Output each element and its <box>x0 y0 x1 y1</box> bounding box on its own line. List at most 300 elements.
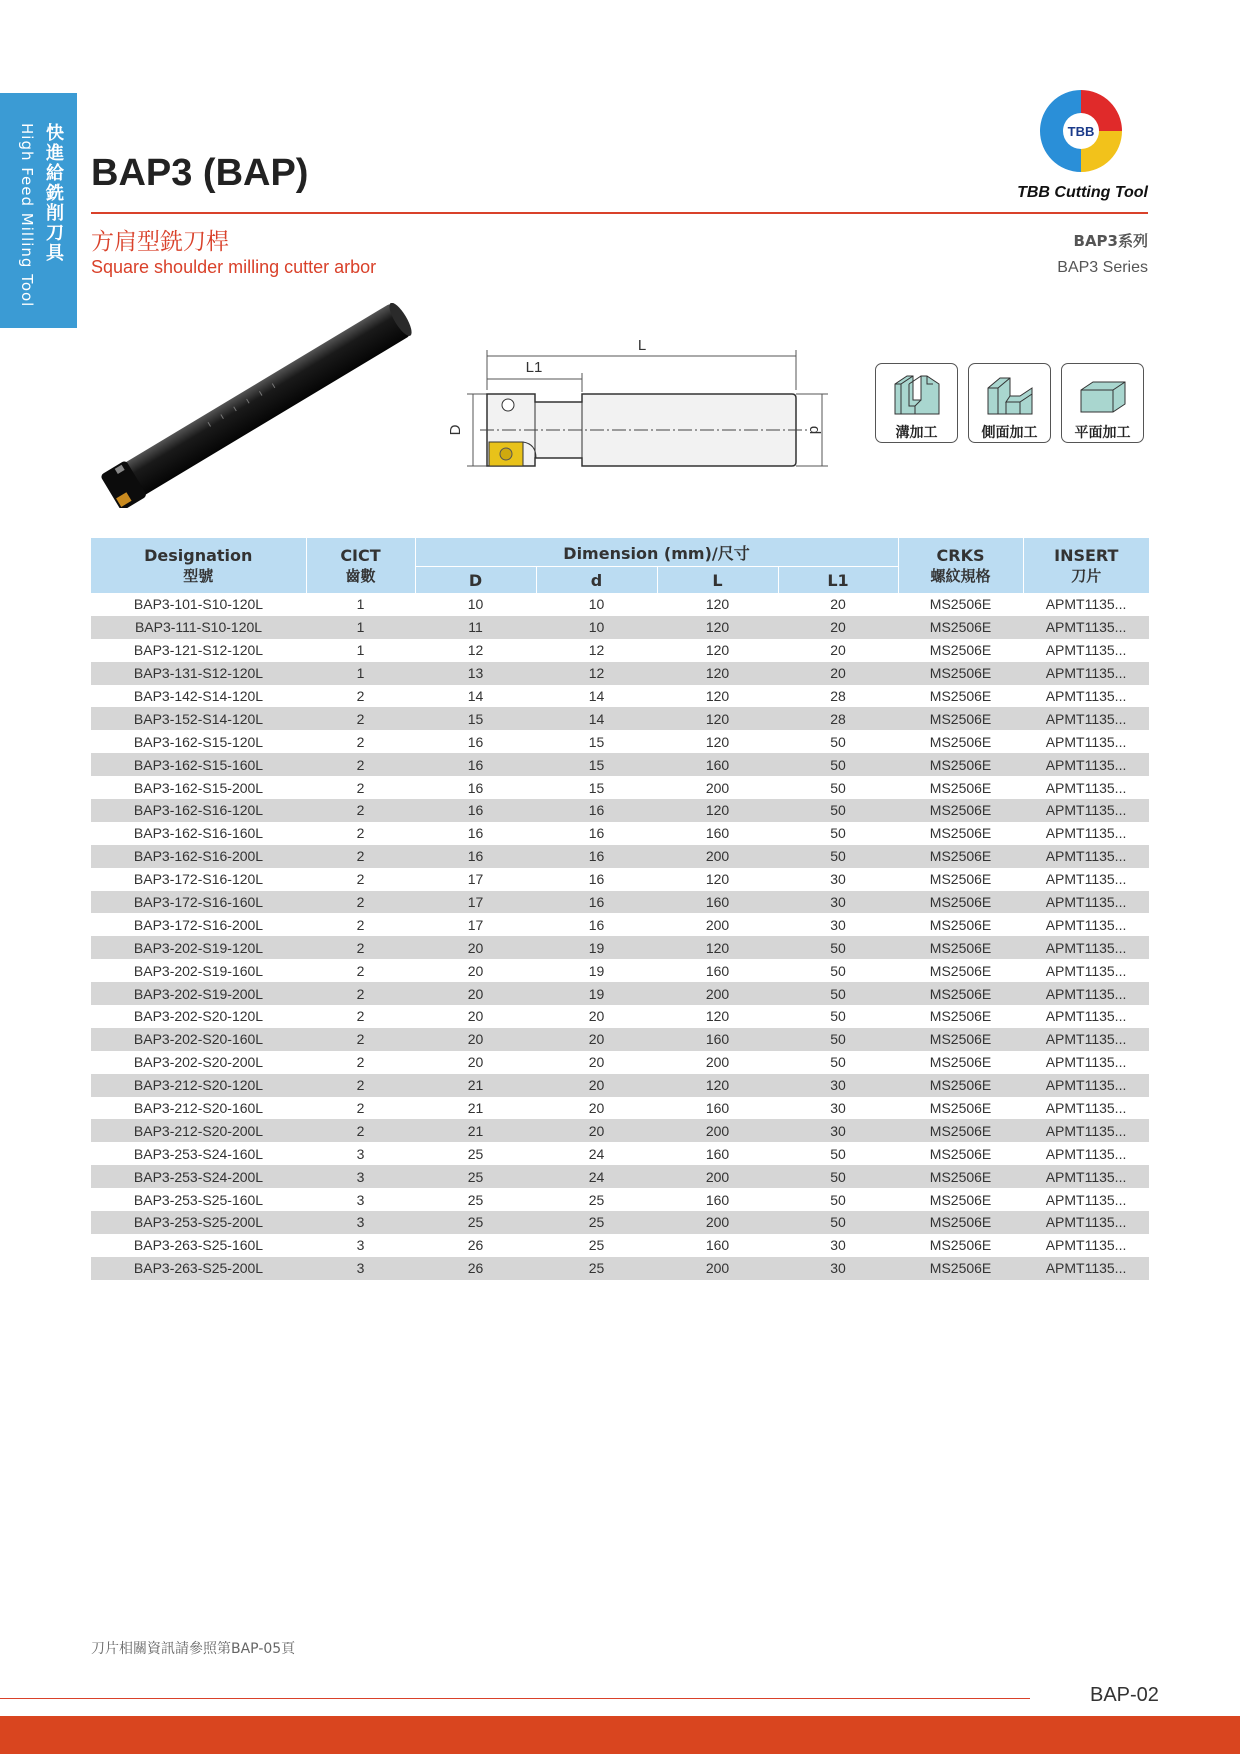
table-row <box>91 776 1149 799</box>
table-cell: 2 <box>306 1119 415 1142</box>
side-machining-icon <box>984 370 1036 420</box>
table-cell: BAP3-253-S25-160L <box>133 1191 264 1208</box>
table-cell: 28 <box>830 688 846 704</box>
header-L: L <box>657 567 778 594</box>
table-cell: BAP3-152-S14-120L <box>91 707 306 730</box>
table-cell: 16 <box>415 753 536 776</box>
table-row <box>91 707 1149 730</box>
table-row <box>91 1051 1149 1074</box>
table-cell: 10 <box>588 596 605 613</box>
header-dimension: Dimension (mm)/尺寸 <box>415 538 898 567</box>
table-cell: 120 <box>705 1008 730 1025</box>
table-row <box>91 1257 1149 1280</box>
table-cell: 50 <box>778 936 898 959</box>
table-cell: 30 <box>830 1237 846 1254</box>
table-cell: APMT1135... <box>1023 753 1149 776</box>
operation-slot-label: 溝加工 <box>895 425 938 441</box>
table-cell: 50 <box>830 733 846 750</box>
table-cell: 20 <box>415 982 536 1005</box>
operation-side <box>968 363 1051 443</box>
table-cell: 16 <box>588 825 605 842</box>
table-cell: MS2506E <box>898 1257 1023 1280</box>
table-cell: 120 <box>705 642 730 659</box>
table-cell: 2 <box>356 1008 365 1025</box>
table-cell: 11 <box>415 616 536 639</box>
table-cell: 20 <box>467 1054 484 1071</box>
table-row <box>91 959 1149 982</box>
table-cell: 2 <box>306 936 415 959</box>
table-cell: BAP3-202-S20-160L <box>91 1028 306 1051</box>
table-cell: 120 <box>705 688 730 704</box>
table-row <box>91 1119 1149 1142</box>
table-cell: 160 <box>705 1145 730 1162</box>
table-cell: 10 <box>536 616 657 639</box>
subtitle-zh: 方肩型銑刀桿 <box>91 229 229 255</box>
table-row <box>91 685 1149 708</box>
table-row <box>91 982 1149 1005</box>
table-cell: 50 <box>778 845 898 868</box>
table-cell: 25 <box>588 1191 605 1208</box>
table-cell: 12 <box>467 642 484 659</box>
table-cell: 200 <box>657 1257 778 1280</box>
table-cell: APMT1135... <box>1023 1257 1149 1280</box>
table-cell: 25 <box>536 1257 657 1280</box>
side-section-tab <box>0 93 77 328</box>
table-cell: 2 <box>306 845 415 868</box>
spec-table <box>91 538 1149 1280</box>
table-cell: APMT1135... <box>1045 825 1127 842</box>
table-cell: 19 <box>536 982 657 1005</box>
table-cell: BAP3-162-S16-160L <box>133 825 264 842</box>
table-cell: 200 <box>705 1054 730 1071</box>
operation-icons <box>875 363 1144 443</box>
table-cell: APMT1135... <box>1045 916 1127 933</box>
table-cell: 26 <box>415 1257 536 1280</box>
logo-caption: TBB Cutting Tool <box>1017 184 1148 201</box>
table-cell: 20 <box>536 1074 657 1097</box>
table-cell: MS2506E <box>929 1054 992 1071</box>
table-cell: MS2506E <box>898 707 1023 730</box>
table-cell: 25 <box>415 1165 536 1188</box>
table-cell: APMT1135... <box>1023 1165 1149 1188</box>
table-cell: MS2506E <box>929 1237 992 1254</box>
table-cell: BAP3-162-S16-120L <box>91 799 306 822</box>
page-number: BAP-02 <box>1090 1684 1159 1706</box>
table-cell: 2 <box>356 733 365 750</box>
table-cell: BAP3-202-S19-120L <box>91 936 306 959</box>
table-cell: MS2506E <box>898 845 1023 868</box>
table-row <box>91 1234 1149 1257</box>
table-cell: 200 <box>657 1119 778 1142</box>
table-cell: BAP3-253-S25-200L <box>91 1211 306 1234</box>
table-cell: APMT1135... <box>1023 936 1149 959</box>
table-cell: 20 <box>467 962 484 979</box>
table-cell: 2 <box>306 1028 415 1051</box>
dim-label-D: D <box>447 424 464 436</box>
table-cell: 2 <box>356 688 365 704</box>
series-en: BAP3 Series <box>1057 259 1148 276</box>
table-cell: 2 <box>356 1054 365 1071</box>
table-cell: 50 <box>778 982 898 1005</box>
table-cell: MS2506E <box>929 779 992 796</box>
table-cell: 19 <box>588 962 605 979</box>
table-cell: 3 <box>356 1145 365 1162</box>
table-cell: 160 <box>705 825 730 842</box>
table-cell: BAP3-162-S15-160L <box>91 753 306 776</box>
table-cell: 20 <box>467 1008 484 1025</box>
table-cell: 16 <box>467 825 484 842</box>
table-cell: APMT1135... <box>1045 1145 1127 1162</box>
table-cell: BAP3-253-S24-200L <box>91 1165 306 1188</box>
table-cell: 200 <box>657 1165 778 1188</box>
table-cell: 20 <box>588 1054 605 1071</box>
table-cell: MS2506E <box>929 688 992 704</box>
table-cell: APMT1135... <box>1045 871 1127 888</box>
table-row <box>91 845 1149 868</box>
table-cell: 17 <box>467 916 484 933</box>
table-cell: 2 <box>306 891 415 914</box>
table-cell: 160 <box>705 1100 730 1117</box>
table-cell: 21 <box>415 1119 536 1142</box>
table-cell: 200 <box>705 779 730 796</box>
table-cell: APMT1135... <box>1045 1100 1127 1117</box>
table-cell: 50 <box>778 799 898 822</box>
table-cell: 2 <box>306 799 415 822</box>
table-cell: 25 <box>467 1145 484 1162</box>
table-cell: BAP3-202-S20-200L <box>133 1054 264 1071</box>
footnote: 刀片相關資訊請參照第BAP-05頁 <box>91 1641 296 1657</box>
table-cell: 2 <box>356 779 365 796</box>
table-cell: BAP3-162-S15-200L <box>133 779 264 796</box>
table-cell: 15 <box>588 733 605 750</box>
table-cell: MS2506E <box>929 825 992 842</box>
header-divider <box>91 212 1148 214</box>
table-cell: APMT1135... <box>1045 733 1127 750</box>
table-cell: APMT1135... <box>1023 1119 1149 1142</box>
table-cell: APMT1135... <box>1045 1008 1127 1025</box>
table-cell: 14 <box>588 688 605 704</box>
table-cell: 24 <box>536 1165 657 1188</box>
table-row <box>91 1074 1149 1097</box>
table-row <box>91 868 1149 891</box>
table-cell: 2 <box>356 962 365 979</box>
table-row <box>91 913 1149 936</box>
table-row <box>91 891 1149 914</box>
tbb-logo <box>1036 86 1126 176</box>
table-cell: 50 <box>830 1008 846 1025</box>
table-row <box>91 662 1149 685</box>
table-cell: 3 <box>306 1257 415 1280</box>
side-tab-zh: 快進給銑削刀具 <box>43 123 64 263</box>
page-title: BAP3 (BAP) <box>91 152 309 194</box>
table-cell: 120 <box>705 871 730 888</box>
table-cell: 3 <box>306 1165 415 1188</box>
table-row <box>91 1211 1149 1234</box>
table-cell: BAP3-202-S19-160L <box>133 962 264 979</box>
table-cell: APMT1135... <box>1023 707 1149 730</box>
table-cell: 17 <box>415 891 536 914</box>
table-cell: 160 <box>705 962 730 979</box>
table-cell: BAP3-253-S24-160L <box>133 1145 264 1162</box>
table-cell: 20 <box>415 936 536 959</box>
table-cell: 21 <box>467 1100 484 1117</box>
table-cell: MS2506E <box>929 916 992 933</box>
table-cell: MS2506E <box>929 962 992 979</box>
table-cell: 30 <box>778 1257 898 1280</box>
table-cell: 160 <box>657 891 778 914</box>
table-cell: 25 <box>536 1211 657 1234</box>
table-cell: 120 <box>657 1074 778 1097</box>
dim-label-d: d <box>806 425 823 435</box>
table-cell: 3 <box>356 1191 365 1208</box>
table-row <box>91 1028 1149 1051</box>
table-cell: BAP3-212-S20-200L <box>91 1119 306 1142</box>
dim-label-L1: L1 <box>525 359 543 376</box>
table-cell: 120 <box>657 707 778 730</box>
table-cell: APMT1135... <box>1045 1054 1127 1071</box>
table-cell: 2 <box>356 1100 365 1117</box>
table-cell: 2 <box>306 753 415 776</box>
table-cell: 120 <box>705 733 730 750</box>
table-cell: 15 <box>536 753 657 776</box>
table-cell: 50 <box>830 825 846 842</box>
logo-text: TBB <box>1067 124 1095 139</box>
header-crks: CRKS 螺紋規格 <box>898 538 1023 593</box>
footer-bar <box>0 1716 1240 1754</box>
dim-label-L: L <box>637 337 647 354</box>
table-cell: BAP3-212-S20-120L <box>91 1074 306 1097</box>
table-cell: MS2506E <box>898 1119 1023 1142</box>
table-cell: 50 <box>778 1028 898 1051</box>
tool-product-image <box>96 303 416 508</box>
header-insert: INSERT 刀片 <box>1023 538 1149 593</box>
table-cell: 160 <box>657 1028 778 1051</box>
table-cell: 13 <box>415 662 536 685</box>
table-cell: APMT1135... <box>1023 1211 1149 1234</box>
table-row <box>91 1142 1149 1165</box>
table-cell: 20 <box>588 1008 605 1025</box>
table-cell: 1 <box>306 662 415 685</box>
table-cell: MS2506E <box>898 799 1023 822</box>
spec-table-body <box>91 593 1149 1280</box>
table-cell: MS2506E <box>929 642 992 659</box>
table-cell: 20 <box>778 616 898 639</box>
table-cell: 16 <box>415 799 536 822</box>
table-cell: 16 <box>588 916 605 933</box>
table-row <box>91 593 1149 616</box>
table-cell: 50 <box>830 1145 846 1162</box>
table-cell: 160 <box>657 753 778 776</box>
footer-divider <box>0 1698 1030 1699</box>
table-cell: 17 <box>467 871 484 888</box>
table-cell: 120 <box>657 936 778 959</box>
table-cell: BAP3-202-S20-120L <box>133 1008 264 1025</box>
table-cell: 25 <box>415 1211 536 1234</box>
table-cell: BAP3-142-S14-120L <box>133 688 264 704</box>
table-cell: BAP3-263-S25-160L <box>133 1237 264 1254</box>
operation-slot <box>875 363 958 443</box>
table-cell: 30 <box>778 1119 898 1142</box>
table-cell: 2 <box>356 916 365 933</box>
slot-machining-icon <box>891 370 943 420</box>
table-cell: BAP3-162-S16-200L <box>91 845 306 868</box>
table-cell: 30 <box>830 871 846 888</box>
table-cell: MS2506E <box>929 596 992 613</box>
table-cell: MS2506E <box>898 1211 1023 1234</box>
table-row <box>91 616 1149 639</box>
table-cell: BAP3-263-S25-200L <box>91 1257 306 1280</box>
table-cell: APMT1135... <box>1045 779 1127 796</box>
table-cell: APMT1135... <box>1045 596 1127 613</box>
table-row <box>91 1005 1149 1028</box>
header-D: D <box>415 567 536 594</box>
table-cell: APMT1135... <box>1023 1074 1149 1097</box>
table-cell: MS2506E <box>898 753 1023 776</box>
table-cell: BAP3-101-S10-120L <box>133 596 264 613</box>
table-cell: 160 <box>705 1191 730 1208</box>
table-cell: 50 <box>830 779 846 796</box>
table-cell: 20 <box>536 1119 657 1142</box>
table-cell: APMT1135... <box>1023 662 1149 685</box>
table-cell: 200 <box>705 916 730 933</box>
table-cell: MS2506E <box>898 1074 1023 1097</box>
table-cell: 16 <box>536 845 657 868</box>
table-cell: MS2506E <box>898 982 1023 1005</box>
table-cell: APMT1135... <box>1045 962 1127 979</box>
header-d: d <box>536 567 657 594</box>
table-cell: BAP3-172-S16-120L <box>133 871 264 888</box>
table-row <box>91 730 1149 753</box>
subtitle-en: Square shoulder milling cutter arbor <box>91 257 377 277</box>
table-cell: 25 <box>588 1237 605 1254</box>
table-cell: BAP3-162-S15-120L <box>133 733 264 750</box>
table-cell: MS2506E <box>898 616 1023 639</box>
table-cell: 50 <box>778 1211 898 1234</box>
table-cell: 12 <box>588 642 605 659</box>
table-cell: 1 <box>356 642 365 659</box>
table-cell: 30 <box>830 916 846 933</box>
table-cell: 50 <box>778 753 898 776</box>
table-cell: 16 <box>536 799 657 822</box>
table-cell: 16 <box>536 891 657 914</box>
table-row <box>91 936 1149 959</box>
operation-face <box>1061 363 1144 443</box>
header-L1: L1 <box>778 567 898 594</box>
table-cell: 50 <box>778 1165 898 1188</box>
table-cell: 14 <box>467 688 484 704</box>
table-cell: MS2506E <box>898 1028 1023 1051</box>
table-cell: 21 <box>415 1074 536 1097</box>
table-cell: 2 <box>356 871 365 888</box>
table-row <box>91 799 1149 822</box>
face-machining-icon <box>1077 370 1129 420</box>
table-row <box>91 822 1149 845</box>
table-cell: 200 <box>657 982 778 1005</box>
table-cell: MS2506E <box>929 1145 992 1162</box>
table-cell: 120 <box>657 616 778 639</box>
side-tab-en: High Feed Milling Tool <box>18 123 36 308</box>
table-cell: MS2506E <box>898 936 1023 959</box>
header-designation: Designation 型號 <box>91 538 306 593</box>
table-cell: 50 <box>830 1191 846 1208</box>
table-cell: APMT1135... <box>1045 642 1127 659</box>
table-cell: 120 <box>657 662 778 685</box>
table-cell: 3 <box>306 1211 415 1234</box>
table-cell: 28 <box>778 707 898 730</box>
table-cell: 1 <box>356 596 365 613</box>
table-row <box>91 753 1149 776</box>
table-cell: 3 <box>356 1237 365 1254</box>
table-cell: 50 <box>830 1054 846 1071</box>
table-cell: 16 <box>467 779 484 796</box>
table-cell: APMT1135... <box>1023 891 1149 914</box>
tool-dimension-schematic <box>440 332 835 474</box>
table-cell: 16 <box>467 733 484 750</box>
table-row <box>91 1165 1149 1188</box>
table-cell: APMT1135... <box>1023 845 1149 868</box>
operation-side-label: 側面加工 <box>981 425 1038 441</box>
table-cell: 200 <box>657 1211 778 1234</box>
table-cell: MS2506E <box>929 1191 992 1208</box>
table-cell: APMT1135... <box>1023 616 1149 639</box>
table-row <box>91 1097 1149 1120</box>
table-cell: 20 <box>830 596 846 613</box>
table-cell: 15 <box>415 707 536 730</box>
header-cict: CICT 齒數 <box>306 538 415 593</box>
table-cell: 19 <box>536 936 657 959</box>
table-cell: BAP3-172-S16-160L <box>91 891 306 914</box>
table-cell: MS2506E <box>929 733 992 750</box>
table-cell: BAP3-111-S10-120L <box>91 616 306 639</box>
table-cell: APMT1135... <box>1045 1191 1127 1208</box>
operation-face-label: 平面加工 <box>1074 425 1131 441</box>
table-cell: BAP3-212-S20-160L <box>133 1100 264 1117</box>
series-zh: BAP3系列 <box>1073 232 1148 250</box>
table-cell: 30 <box>778 1074 898 1097</box>
table-cell: 2 <box>306 707 415 730</box>
table-cell: 30 <box>778 891 898 914</box>
table-cell: 120 <box>657 799 778 822</box>
table-cell: MS2506E <box>929 1008 992 1025</box>
table-cell: 120 <box>705 596 730 613</box>
table-cell: 20 <box>588 1100 605 1117</box>
table-cell: APMT1135... <box>1023 799 1149 822</box>
table-cell: 2 <box>306 982 415 1005</box>
table-cell: 20 <box>536 1028 657 1051</box>
table-cell: MS2506E <box>929 871 992 888</box>
table-cell: APMT1135... <box>1023 1028 1149 1051</box>
table-cell: MS2506E <box>898 662 1023 685</box>
table-cell: 20 <box>830 642 846 659</box>
table-cell: 25 <box>467 1191 484 1208</box>
table-row <box>91 639 1149 662</box>
table-cell: BAP3-131-S12-120L <box>91 662 306 685</box>
table-cell: 26 <box>467 1237 484 1254</box>
table-cell: 2 <box>306 1074 415 1097</box>
table-cell: 200 <box>657 845 778 868</box>
table-cell: 10 <box>467 596 484 613</box>
table-cell: APMT1135... <box>1045 688 1127 704</box>
table-row <box>91 1188 1149 1211</box>
table-cell: BAP3-172-S16-200L <box>133 916 264 933</box>
table-cell: 16 <box>588 871 605 888</box>
table-cell: 24 <box>588 1145 605 1162</box>
table-cell: MS2506E <box>929 1100 992 1117</box>
table-cell: 20 <box>778 662 898 685</box>
table-cell: APMT1135... <box>1045 1237 1127 1254</box>
table-cell: BAP3-121-S12-120L <box>133 642 264 659</box>
table-cell: 30 <box>830 1100 846 1117</box>
